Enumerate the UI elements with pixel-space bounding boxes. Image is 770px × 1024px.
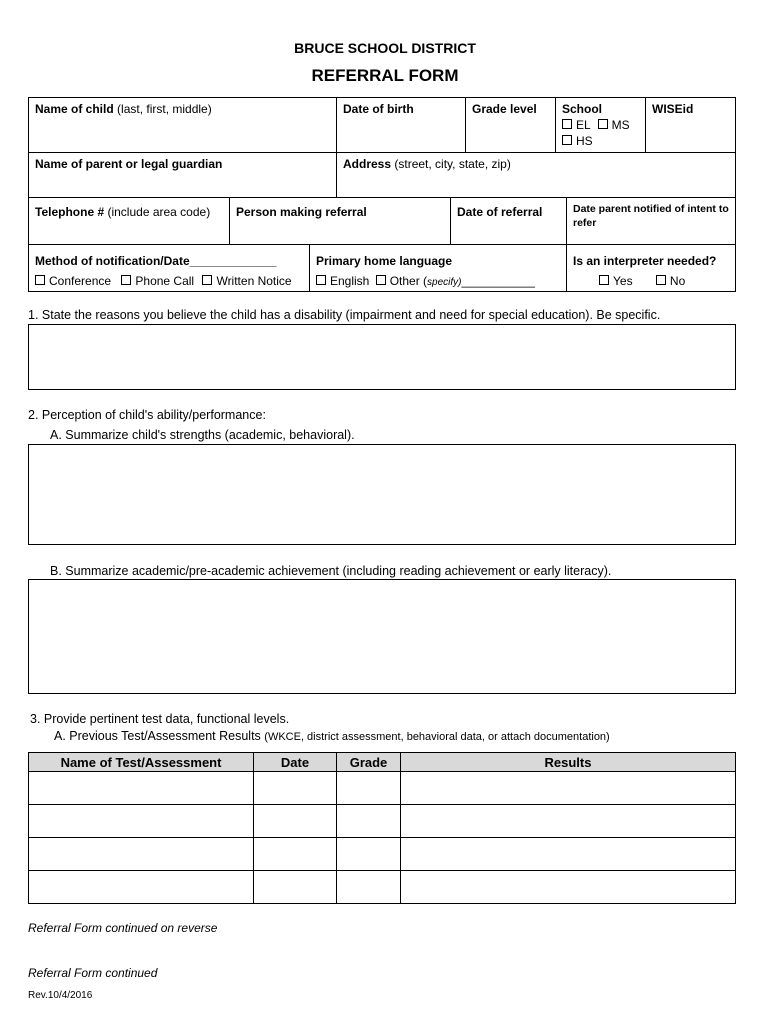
interpreter-no-label: No: [669, 274, 686, 288]
other-language-checkbox[interactable]: [376, 275, 386, 285]
person-making-referral-label: Person making referral: [236, 205, 367, 219]
dob-field[interactable]: [336, 97, 466, 153]
table-cell[interactable]: [254, 805, 337, 838]
table-cell[interactable]: [401, 772, 736, 805]
parent-name-label: Name of parent or legal guardian: [35, 157, 223, 171]
interpreter-yes-checkbox[interactable]: [599, 275, 609, 285]
wiseid-label: WISEid: [652, 102, 694, 116]
question-1: 1. State the reasons you believe the child has a disability (impairment and need for special education). Be specific.: [28, 308, 661, 322]
form-title: REFERRAL FORM: [311, 66, 459, 85]
table-cell[interactable]: [401, 838, 736, 871]
address-hint: (street, city, state, zip): [394, 157, 511, 171]
table-cell[interactable]: [29, 772, 254, 805]
child-name-field[interactable]: [28, 97, 337, 153]
dob-label: Date of birth: [343, 102, 414, 116]
phone-call-label: Phone Call: [135, 274, 195, 288]
table-row: [29, 871, 736, 904]
question-2b: B. Summarize academic/pre-academic achievement (including reading achievement or early literacy).: [50, 564, 612, 578]
english-label: English: [330, 274, 370, 288]
grade-label: Grade level: [472, 102, 537, 116]
person-making-referral-field[interactable]: [229, 197, 451, 245]
grade-field[interactable]: [465, 97, 556, 153]
table-cell[interactable]: [254, 772, 337, 805]
table-cell[interactable]: [337, 772, 401, 805]
notification-method-field: [28, 244, 310, 292]
school-hs-checkbox[interactable]: [562, 135, 572, 145]
table-cell[interactable]: [337, 805, 401, 838]
conference-checkbox[interactable]: [35, 275, 45, 285]
english-checkbox[interactable]: [316, 275, 326, 285]
question-2a: A. Summarize child's strengths (academic, behavioral).: [50, 428, 355, 442]
phone-call-checkbox[interactable]: [121, 275, 131, 285]
table-cell[interactable]: [401, 871, 736, 904]
table-cell[interactable]: [254, 871, 337, 904]
school-hs-label: HS: [576, 134, 593, 148]
table-cell[interactable]: [29, 838, 254, 871]
table-cell[interactable]: [337, 871, 401, 904]
table-row: [29, 772, 736, 805]
address-label: Address: [343, 157, 392, 171]
wiseid-field[interactable]: [645, 97, 736, 153]
date-parent-notified-label: Date parent notified of intent to refer: [573, 203, 729, 229]
date-of-referral-field[interactable]: [450, 197, 567, 245]
parent-name-field[interactable]: [28, 152, 337, 198]
table-cell[interactable]: [254, 838, 337, 871]
header-test-name: Name of Test/Assessment: [29, 753, 254, 772]
home-language-label: Primary home language: [316, 254, 453, 268]
school-el-checkbox[interactable]: [562, 119, 572, 129]
school-field: [555, 97, 646, 153]
interpreter-yes-label: Yes: [613, 274, 633, 288]
question-2: 2. Perception of child's ability/performance:: [28, 408, 266, 422]
school-label: School: [562, 102, 603, 116]
written-notice-label: Written Notice: [216, 274, 292, 288]
header-results: Results: [401, 753, 736, 772]
interpreter-field: [566, 244, 736, 292]
school-ms-checkbox[interactable]: [598, 119, 608, 129]
telephone-hint: (include area code): [107, 205, 211, 219]
table-row: [29, 805, 736, 838]
header-grade: Grade: [337, 753, 401, 772]
header-date: Date: [254, 753, 337, 772]
specify-label: specify): [427, 277, 462, 288]
conference-label: Conference: [49, 274, 112, 288]
revision-date: Rev.10/4/2016: [28, 990, 93, 1001]
table-cell[interactable]: [337, 838, 401, 871]
school-ms-label: MS: [611, 118, 630, 132]
achievement-textbox[interactable]: [28, 579, 736, 694]
date-parent-notified-field[interactable]: [566, 197, 736, 245]
district-name: BRUCE SCHOOL DISTRICT: [294, 40, 476, 56]
school-el-label: EL: [576, 118, 591, 132]
child-name-hint: (last, first, middle): [117, 102, 212, 116]
telephone-label: Telephone #: [35, 205, 105, 219]
continued-on-reverse-note: Referral Form continued on reverse: [28, 921, 218, 935]
question-3a-main: A. Previous Test/Assessment Results: [54, 729, 261, 743]
test-results-table: [28, 752, 736, 904]
notification-method-label: Method of notification/Date_____________: [35, 254, 277, 268]
question-3a-hint: (WKCE, district assessment, behavioral data, or attach documentation): [264, 731, 610, 743]
strengths-textbox[interactable]: [28, 444, 736, 545]
interpreter-no-checkbox[interactable]: [656, 275, 666, 285]
other-language-label: Other (: [389, 274, 428, 288]
reasons-textbox[interactable]: [28, 324, 736, 390]
child-name-label: Name of child: [35, 102, 114, 116]
table-cell[interactable]: [401, 805, 736, 838]
specify-blank[interactable]: ___________: [461, 274, 535, 288]
table-cell[interactable]: [29, 871, 254, 904]
date-of-referral-label: Date of referral: [457, 205, 543, 219]
continued-note: Referral Form continued: [28, 966, 158, 980]
address-field[interactable]: [336, 152, 736, 198]
telephone-field[interactable]: [28, 197, 230, 245]
home-language-field: [309, 244, 567, 292]
question-3: 3. Provide pertinent test data, functional levels.: [30, 712, 290, 726]
table-row: [29, 838, 736, 871]
interpreter-label: Is an interpreter needed?: [573, 254, 717, 268]
table-cell[interactable]: [29, 805, 254, 838]
question-3a: [54, 729, 610, 743]
written-notice-checkbox[interactable]: [202, 275, 212, 285]
